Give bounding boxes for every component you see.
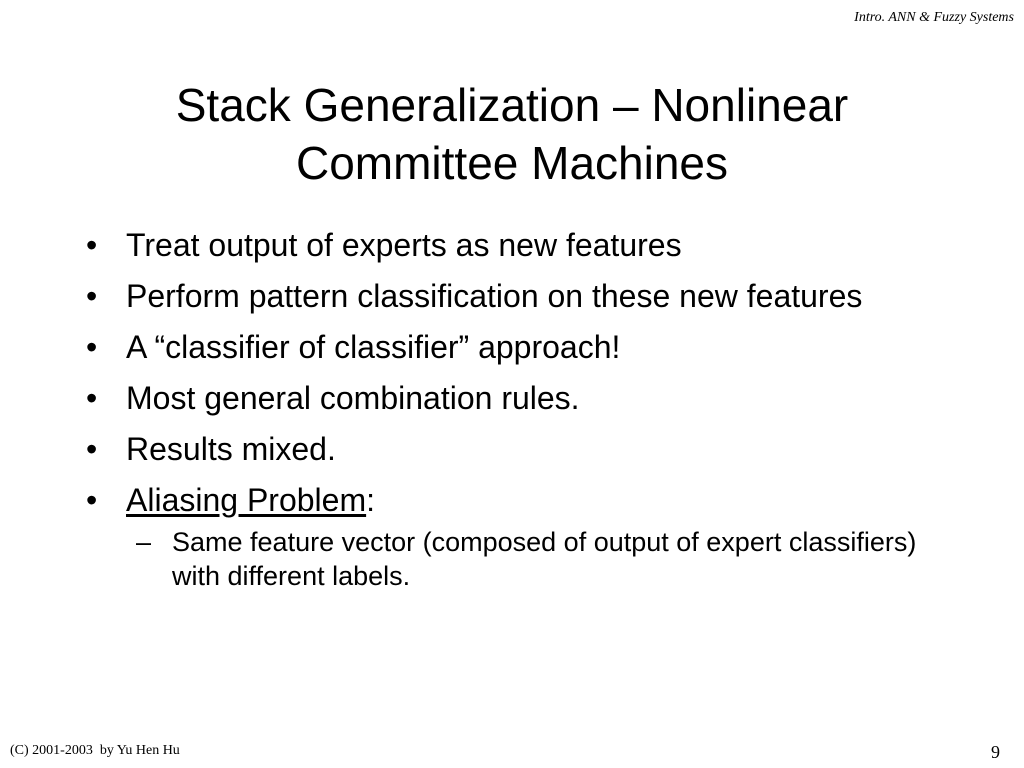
dash-icon: – bbox=[136, 527, 152, 557]
bullet-icon: • bbox=[86, 329, 98, 365]
bullet-text: Treat output of experts as new features bbox=[126, 227, 682, 263]
footer-copyright: (C) 2001-2003 by Yu Hen Hu bbox=[10, 743, 180, 758]
bullet-icon: • bbox=[86, 227, 98, 263]
bullet-icon: • bbox=[86, 278, 98, 314]
bullet-icon: • bbox=[86, 482, 98, 518]
slide-title bbox=[0, 76, 1024, 192]
aliasing-colon: : bbox=[366, 482, 375, 518]
bullet-item bbox=[86, 379, 946, 417]
course-header: Intro. ANN & Fuzzy Systems bbox=[854, 10, 1014, 25]
bullet-text: Perform pattern classification on these new features bbox=[126, 278, 863, 314]
bullet-text: Results mixed. bbox=[126, 431, 336, 467]
bullet-text: Most general combination rules. bbox=[126, 380, 580, 416]
bullet-text: A “classifier of classifier” approach! bbox=[126, 329, 621, 365]
bullet-icon: • bbox=[86, 431, 98, 467]
bullet-item bbox=[86, 277, 946, 315]
bullet-item bbox=[86, 430, 946, 468]
sub-bullet-item bbox=[86, 525, 946, 593]
bullet-item-aliasing bbox=[86, 481, 946, 519]
page-number: 9 bbox=[991, 742, 1000, 762]
slide-title-line-2: Committee Machines bbox=[295, 137, 729, 189]
sub-bullet-text: Same feature vector (composed of output of expert classifiers) with different labels. bbox=[172, 527, 917, 591]
bullet-item bbox=[86, 328, 946, 366]
bullet-icon: • bbox=[86, 380, 98, 416]
slide-title-line-1: Stack Generalization – Nonlinear bbox=[175, 79, 849, 131]
aliasing-problem-heading: Aliasing Problem bbox=[126, 482, 367, 518]
bullet-item bbox=[86, 226, 946, 264]
bullet-list bbox=[86, 226, 946, 593]
